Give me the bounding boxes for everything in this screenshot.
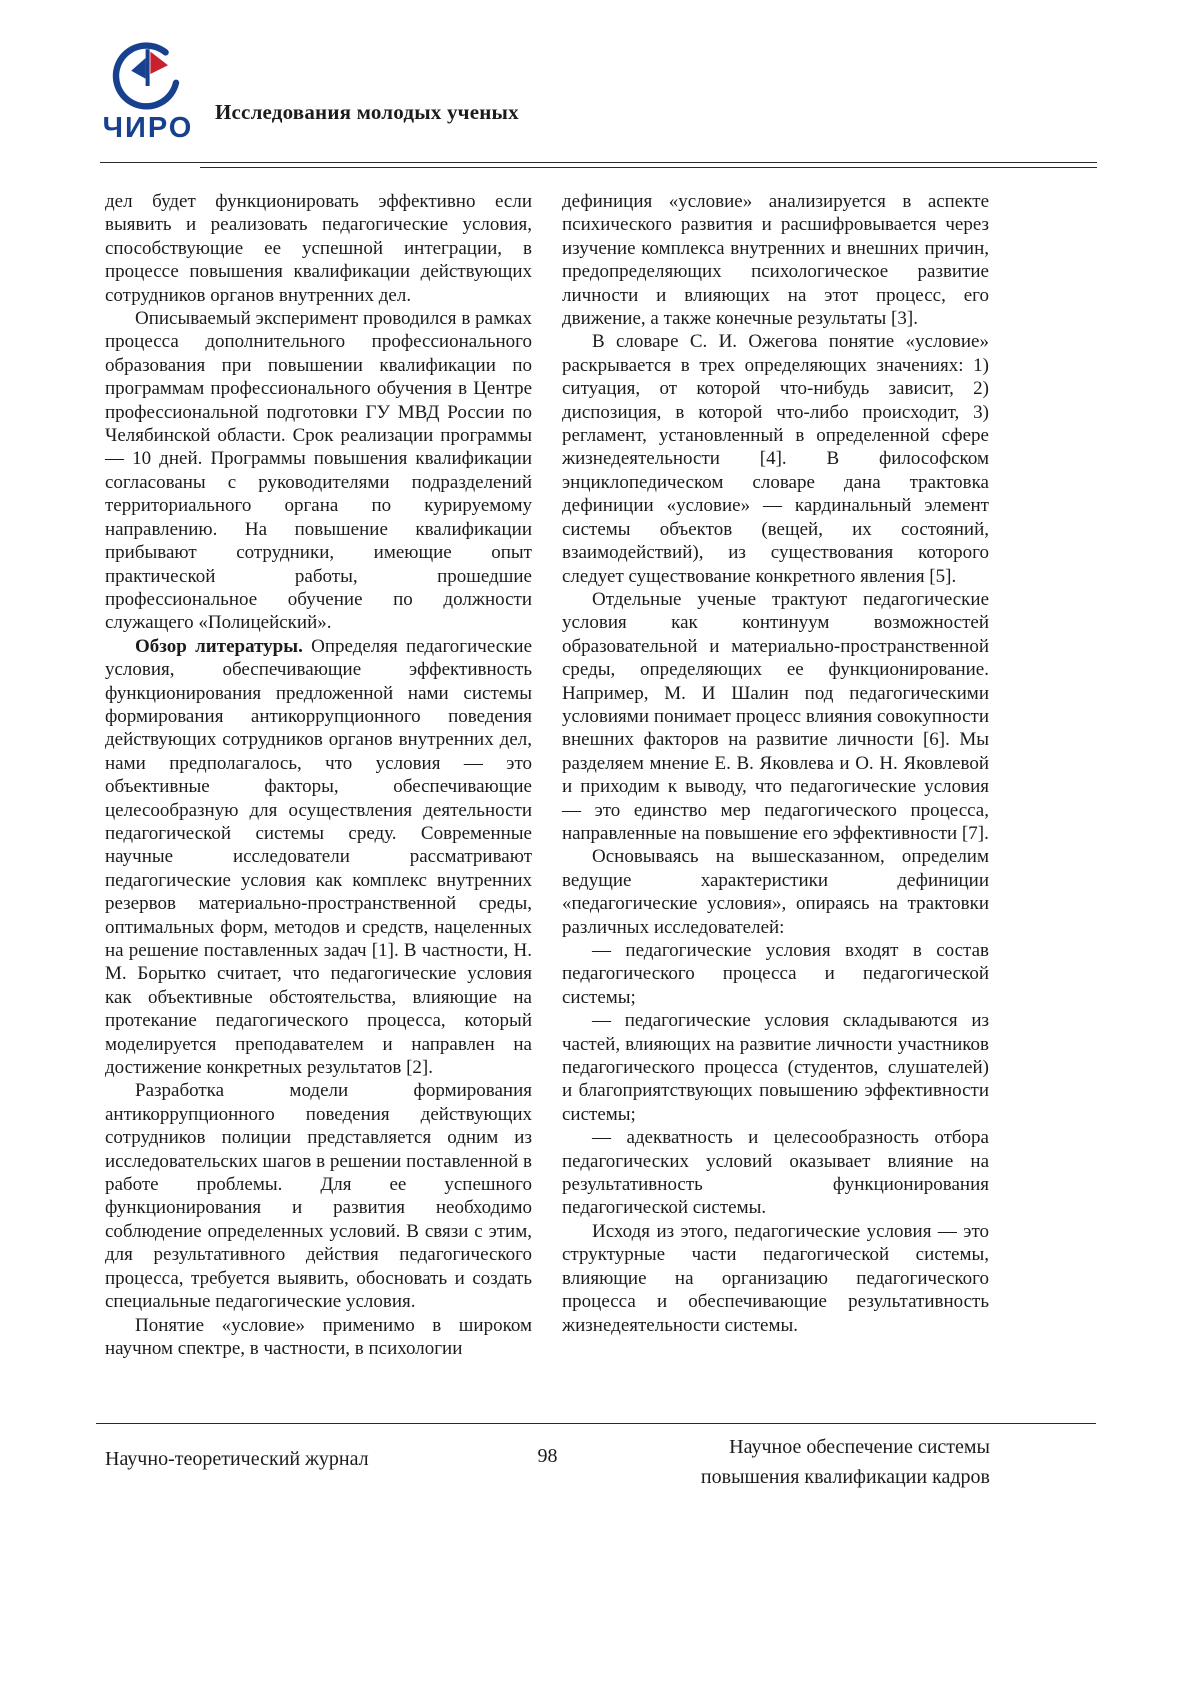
- paragraph: [562, 588, 989, 845]
- paragraph: [562, 939, 989, 1009]
- paragraph-text: Разработка модели формирования антикоррупционного поведения действующих сотрудников полиции представляется одним из исследовательских шагов в решении поставленной в работе проблемы. Для ее успешного функционирования и развития необходимо соблюдение определенных условий. В связи с этим, для результативного действия педагогического процесса, требуется выявить, обосновать и создать специальные педагогические условия.: [105, 1080, 532, 1313]
- chiro-logo: [98, 38, 198, 145]
- paragraph: [562, 190, 989, 330]
- chiro-logo-emblem: [108, 38, 188, 118]
- section-title: Исследования молодых ученых: [215, 100, 519, 124]
- paragraph-text: Описываемый эксперимент проводился в рамках процесса дополнительного профессионального образования при повышении квалификации по программам профессионального обучения в Центре профессиональной подготовки ГУ МВД России по Челябинской области. Срок реализации программы — 10 дней. Программы повышения квалификации согласованы с руководителями подразделений территориального органа по курируемому направлению. На повышение квалификации прибывают сотрудники, имеющие опыт практической работы, прошедшие профессиональное обучение по должности служащего «Полицейский».: [105, 308, 532, 634]
- paragraph-text: Определяя педагогические условия, обеспечивающие эффективность функционирования предложенной нами системы формирования антикоррупционного поведения действующих сотрудников органов внутренних дел, нами предполагалось, что условия — это объективные факторы, обеспечивающие целесообразную для осуществления деятельности педагогической системы среду. Современные научные исследователи рассматривают педагогические условия как комплекс внутренних резервов материально-пространственной среды, оптимальных форм, методов и средств, нацеленных на решение поставленных задач [1]. В частности, Н. М. Борытко считает, что педагогические условия как объективные обстоятельства, влияющие на протекание педагогического процесса, который моделируется преподавателем и направлен на достижение конкретных результатов [2].: [105, 635, 532, 1079]
- paragraph-text: Понятие «условие» применимо в широком научном спектре, в частности, в психологии: [105, 1314, 532, 1359]
- paragraph-text: дефиниция «условие» анализируется в аспекте психического развития и расшифровывается через изучение комплекса внутренних и внешних причин, предопределяющих психологическое развитие личности и влияющих на этот процесс, его движение, а также конечные результаты [3].: [562, 191, 989, 330]
- paragraph: [562, 330, 989, 587]
- journal-name: Научно-теоретический журнал: [105, 1448, 369, 1470]
- chiro-logo-text: ЧИРО: [102, 112, 194, 144]
- paragraph: [105, 307, 532, 635]
- paragraph: [105, 1079, 532, 1313]
- footer-rule: [96, 1423, 1096, 1424]
- right-column: [562, 190, 989, 1360]
- paragraph: [105, 635, 532, 1080]
- paragraph: [105, 1314, 532, 1361]
- paragraph: [562, 1220, 989, 1337]
- paragraph-lead: Обзор литературы.: [135, 635, 303, 657]
- header-rule-secondary: [200, 167, 1097, 168]
- footer-right-line2: повышения квалификации кадров: [700, 1466, 990, 1488]
- paragraph-text: Исходя из этого, педагогические условия — это структурные части педагогической системы, влияющие на организацию педагогического процесса и обеспечивающие результативность жизнедеятельности системы.: [562, 1220, 989, 1336]
- paragraph: [105, 190, 532, 307]
- paragraph-text: — педагогические условия складываются из частей, влияющих на развитие личности участников педагогического процесса (студентов, слушателей) и благоприятствующих повышению эффективности системы;: [562, 1010, 989, 1125]
- page-number: 98: [537, 1445, 558, 1467]
- paragraph-text: Отдельные ученые трактуют педагогические условия как континуум возможностей образовательной и материально-пространственной среды, определяющих ее функционирование. Например, М. И Шалин под педагогическими условиями понимает процесс влияния совокупности внешних факторов на развитие личности [6]. Мы разделяем мнение Е. В. Яковлева и О. Н. Яковлевой и приходим к выводу, что педагогические условия — это единство мер педагогического процесса, направленные на повышение его эффективности [7].: [562, 588, 989, 844]
- footer-right-text: [701, 1432, 990, 1492]
- paragraph: [562, 1126, 989, 1220]
- paragraph-text: дел будет функционировать эффективно если выявить и реализовать педагогические условия, способствующие ее успешной интеграции, в процессе повышения квалификации действующих сотрудников органов внутренних дел.: [105, 191, 532, 306]
- header-rule: [100, 162, 1097, 163]
- paragraph-text: Основываясь на вышесказанном, определим ведущие характеристики дефиниции «педагогические условия», опираясь на трактовки различных исследователей:: [562, 846, 989, 938]
- paragraph-text: — педагогические условия входят в состав педагогического процесса и педагогической системы;: [562, 940, 989, 1008]
- paragraph-text: — адекватность и целесообразность отбора педагогических условий оказывает влияние на результативность функционирования педагогической системы.: [562, 1127, 989, 1219]
- paragraph-text: В словаре С. И. Ожегова понятие «условие» раскрывается в трех определяющих значениях: 1) ситуация, от которой что-нибудь зависит, 2) диспозиция, в которой что-либо происходит, 3) регламент, установленный в определенной сфере жизнедеятельности [4]. В философском энциклопедическом словаре дана трактовка дефиниции «условие» — кардинальный элемент системы объектов (вещей, их состояний, взаимодействий), из существования которого следует существование конкретного явления [5].: [562, 331, 989, 587]
- article-body: [105, 190, 990, 1360]
- left-column: [105, 190, 532, 1360]
- paragraph: [562, 845, 989, 939]
- page-footer: [105, 1430, 990, 1502]
- paragraph: [562, 1009, 989, 1126]
- footer-right-line1: Научное обеспечение системы: [729, 1436, 990, 1458]
